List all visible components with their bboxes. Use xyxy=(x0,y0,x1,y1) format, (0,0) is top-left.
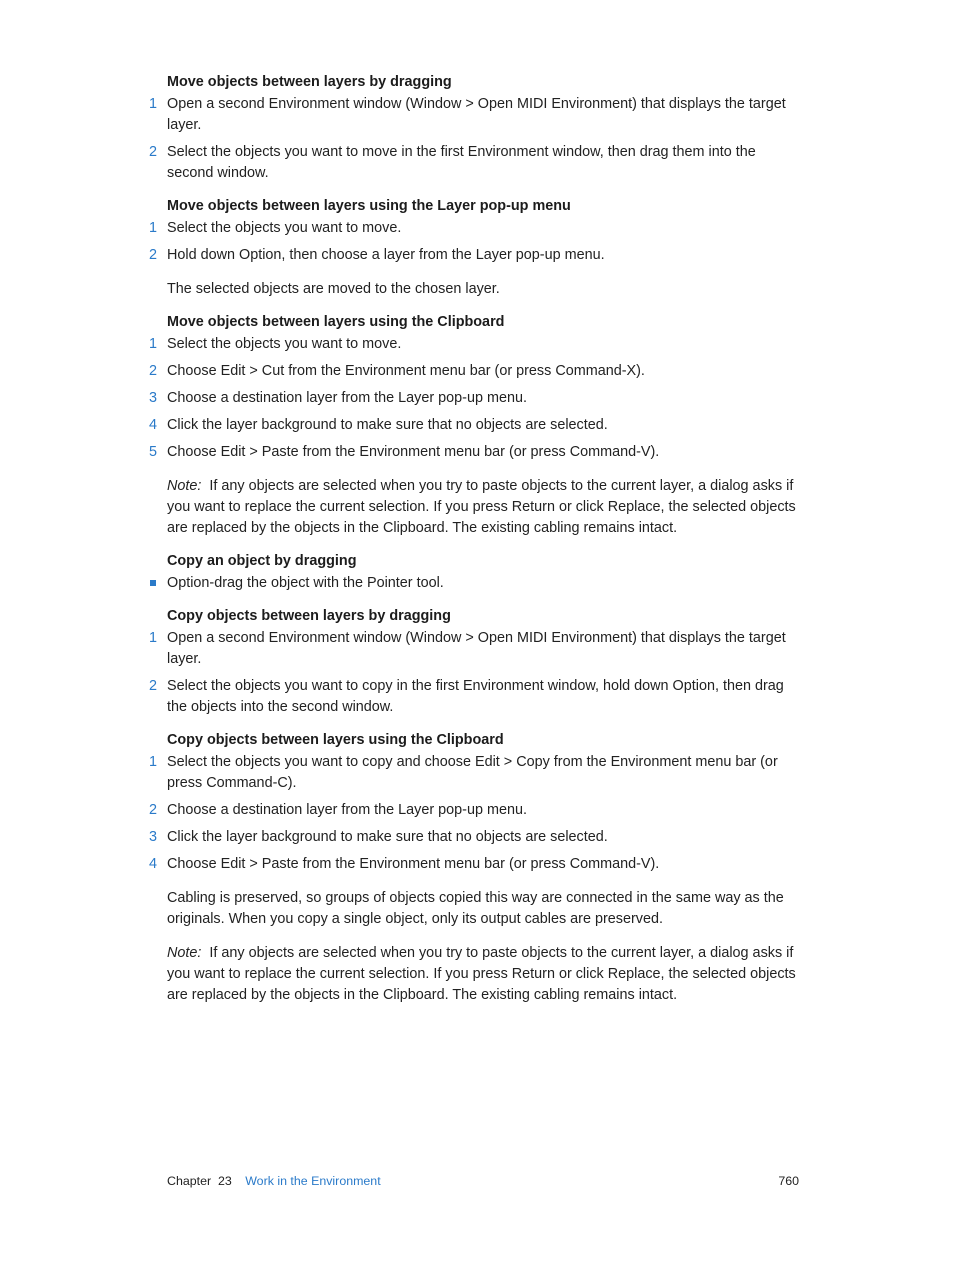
section-heading-copy-by-dragging: Copy an object by dragging xyxy=(167,553,357,569)
step-item xyxy=(148,218,799,239)
step-text: Choose a destination layer from the Layer pop-up menu. xyxy=(167,390,527,406)
note-paragraph xyxy=(167,943,799,1006)
step-number: 1 xyxy=(148,754,157,770)
steps-move-clipboard xyxy=(148,334,799,463)
step-text: Choose a destination layer from the Layer pop-up menu. xyxy=(167,802,527,818)
section-heading-move-by-dragging: Move objects between layers by dragging xyxy=(167,74,452,90)
step-text: Choose Edit > Paste from the Environment menu bar (or press Command-V). xyxy=(167,444,660,460)
page-number: 760 xyxy=(778,1174,799,1188)
bullet-item xyxy=(167,573,799,594)
step-item xyxy=(148,800,799,821)
step-text: Choose Edit > Paste from the Environment menu bar (or press Command-V). xyxy=(167,856,660,872)
step-item xyxy=(148,334,799,355)
step-number: 3 xyxy=(148,390,157,406)
step-item xyxy=(148,628,799,670)
step-item xyxy=(148,361,799,382)
step-text: Hold down Option, then choose a layer from the Layer pop-up menu. xyxy=(167,247,605,263)
note-label: Note: xyxy=(167,945,202,961)
step-number: 1 xyxy=(148,220,157,236)
step-item xyxy=(148,827,799,848)
step-text: Select the objects you want to move. xyxy=(167,336,402,352)
step-text: Click the layer background to make sure that no objects are selected. xyxy=(167,417,608,433)
section-heading-move-clipboard: Move objects between layers using the Clipboard xyxy=(167,314,505,330)
result-paragraph: The selected objects are moved to the chosen layer. xyxy=(167,281,500,297)
step-number: 1 xyxy=(148,630,157,646)
square-bullet-icon xyxy=(150,580,156,586)
step-text: Open a second Environment window (Window > Open MIDI Environment) that displays the target layer. xyxy=(167,630,786,667)
step-item xyxy=(148,245,799,266)
page-footer xyxy=(167,1172,799,1190)
step-number: 4 xyxy=(148,856,157,872)
section-heading-move-layer-popup: Move objects between layers using the Layer pop-up menu xyxy=(167,198,571,214)
page-content xyxy=(148,72,799,1006)
step-item xyxy=(148,752,799,794)
steps-copy-layers-dragging xyxy=(148,628,799,718)
footer-chapter-label: Chapter 23 xyxy=(167,1174,232,1188)
step-text: Choose Edit > Cut from the Environment menu bar (or press Command-X). xyxy=(167,363,645,379)
step-item xyxy=(148,415,799,436)
step-number: 2 xyxy=(148,802,157,818)
step-text: Click the layer background to make sure that no objects are selected. xyxy=(167,829,608,845)
footer-chapter-link[interactable]: Work in the Environment xyxy=(245,1174,381,1188)
step-number: 2 xyxy=(148,363,157,379)
step-item xyxy=(148,442,799,463)
steps-move-by-dragging xyxy=(148,94,799,184)
steps-move-layer-popup xyxy=(148,218,799,266)
section-heading-copy-layers-dragging: Copy objects between layers by dragging xyxy=(167,608,451,624)
steps-copy-clipboard xyxy=(148,752,799,875)
step-number: 3 xyxy=(148,829,157,845)
step-text: Select the objects you want to copy and choose Edit > Copy from the Environment menu bar (or press Command-C). xyxy=(167,754,778,791)
bullet-list xyxy=(167,573,799,594)
note-paragraph xyxy=(167,476,799,539)
step-item xyxy=(148,854,799,875)
step-text: Select the objects you want to copy in the first Environment window, hold down Option, then drag the objects into the second window. xyxy=(167,678,784,715)
step-text: Open a second Environment window (Window > Open MIDI Environment) that displays the target layer. xyxy=(167,96,786,133)
step-number: 4 xyxy=(148,417,157,433)
bullet-text: Option-drag the object with the Pointer tool. xyxy=(167,575,444,591)
step-number: 5 xyxy=(148,444,157,460)
result-paragraph: Cabling is preserved, so groups of objects copied this way are connected in the same way as the originals. When you copy a single object, only its output cables are preserved. xyxy=(167,890,784,927)
step-item xyxy=(148,676,799,718)
step-number: 2 xyxy=(148,678,157,694)
step-text: Select the objects you want to move. xyxy=(167,220,402,236)
step-number: 2 xyxy=(148,247,157,263)
step-item xyxy=(148,388,799,409)
note-label: Note: xyxy=(167,478,202,494)
step-item xyxy=(148,142,799,184)
note-text: If any objects are selected when you try to paste objects to the current layer, a dialog asks if you want to replace the current selection. If you press Return or click Replace, the selected objects are replaced by the objects in the Clipboard. The existing cabling remains intact. xyxy=(167,478,796,536)
step-number: 2 xyxy=(148,144,157,160)
step-text: Select the objects you want to move in the first Environment window, then drag them into the second window. xyxy=(167,144,756,181)
step-number: 1 xyxy=(148,336,157,352)
note-text: If any objects are selected when you try to paste objects to the current layer, a dialog asks if you want to replace the current selection. If you press Return or click Replace, the selected objects are replaced by the objects in the Clipboard. The existing cabling remains intact. xyxy=(167,945,796,1003)
step-item xyxy=(148,94,799,136)
step-number: 1 xyxy=(148,96,157,112)
section-heading-copy-clipboard: Copy objects between layers using the Clipboard xyxy=(167,732,504,748)
